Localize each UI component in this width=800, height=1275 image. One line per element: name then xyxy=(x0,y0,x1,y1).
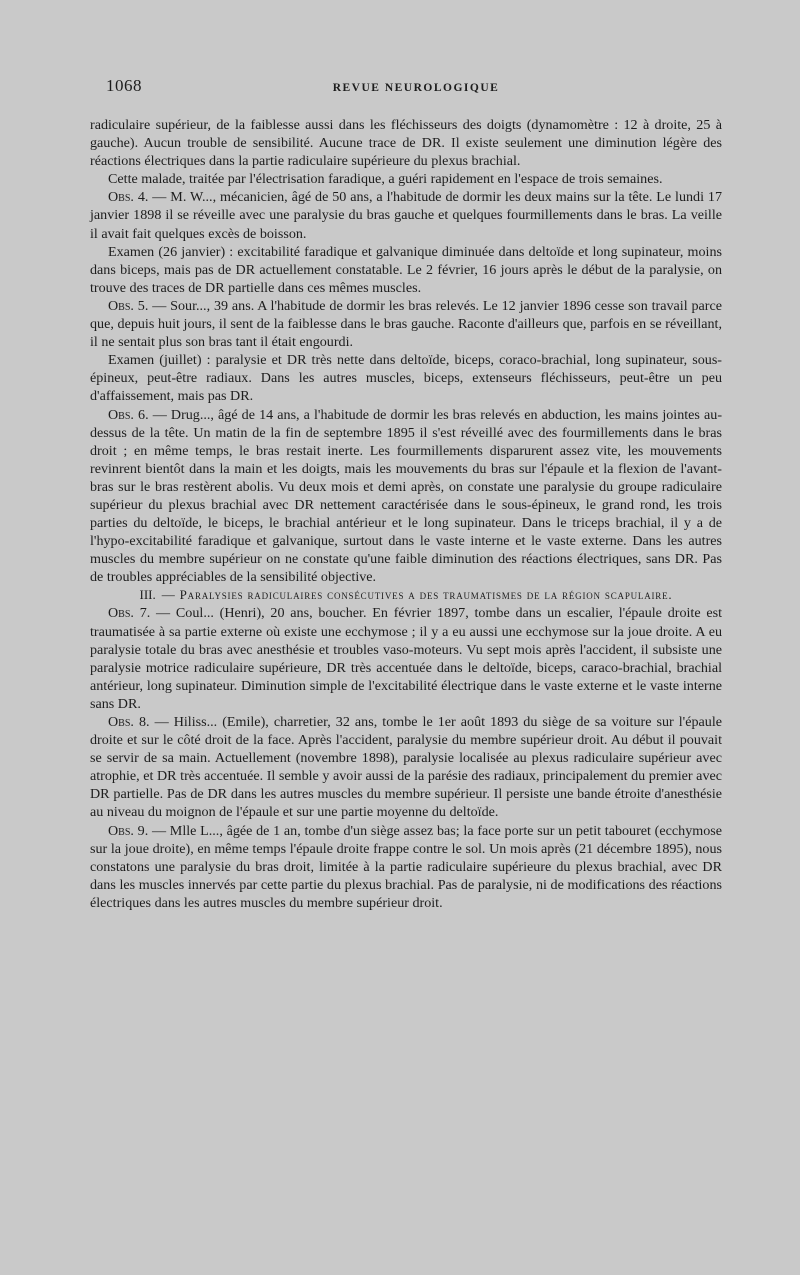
observation-label: Obs. 9. xyxy=(108,822,149,839)
observation-label: Obs. 5. xyxy=(108,297,149,314)
observation-label: Obs. 8. xyxy=(108,714,150,730)
paragraph: Examen (26 janvier) : excitabilité faradique et galvanique diminuée dans deltoïde et long supinateur, moins dans biceps, mais pas de DR actuellement constatable. Le 2 février, 16 jours après le début de la paralysie, on trouve des traces de DR partielle dans ces mêmes muscles. xyxy=(90,243,722,296)
paragraph: Examen (juillet) : paralysie et DR très nette dans deltoïde, biceps, coraco-brachial, long supinateur, sous-épineux, peut-être radiaux. Dans les autres muscles, biceps, extenseurs fléchisseurs, peut-être un peu d'affaissement, mais pas DR. xyxy=(90,352,722,405)
paragraph: Obs. 9. — Mlle L..., âgée de 1 an, tombe d'un siège assez bas; la face porte sur un petit tabouret (ecchymose sur la joue droite), en même temps l'épaule droite frappe contre le sol. Un mois après (21 décembre 1895), nous constatons une paralysie du bras droit, limitée à la partie radiculaire supérieure du plexus brachial, avec DR dans les muscles innervés par cette partie du plexus brachial. Pas de paralysie, ni de modifications des réactions électriques dans les autres muscles du membre supérieur droit. xyxy=(90,822,722,911)
observation-label: Obs. 4. xyxy=(108,189,149,206)
observation-label: Obs. 6. xyxy=(108,406,149,423)
observation-label: Obs. 7. xyxy=(108,605,151,622)
page-header xyxy=(106,76,726,100)
article-body xyxy=(90,116,722,912)
paragraph: radiculaire supérieur, de la faiblesse aussi dans les fléchisseurs des doigts (dynamomètre : 12 à droite, 25 à gauche). Aucun trouble de sensibilité. Aucune trace de DR. Il existe seulement une diminution légère des réactions électriques dans la partie radiculaire supérieure du plexus brachial. xyxy=(90,117,722,170)
section-heading: III. — Paralysies radiculaires consécutives a des traumatismes de la région scapulaire. xyxy=(139,587,673,603)
paragraph: Cette malade, traitée par l'électrisation faradique, a guéri rapidement en l'espace de trois semaines. xyxy=(108,171,663,188)
running-head: REVUE NEUROLOGIQUE xyxy=(332,82,500,94)
paragraph: Obs. 4. — M. W..., mécanicien, âgé de 50 ans, a l'habitude de dormir les deux mains sur la tête. Le lundi 17 janvier 1898 il se réveille avec une paralysie du bras gauche et quelques fourmillements dans le bras. La veille il avait fait quelques excès de boisson. xyxy=(90,189,722,242)
paragraph: Obs. 6. — Drug..., âgé de 14 ans, a l'habitude de dormir les bras relevés en abduction, les mains jointes au-dessus de la tête. Un matin de la fin de septembre 1895 il s'est réveillé avec des fourmillements dans le bras droit ; en même temps, le bras restait inerte. Les fourmillements disparurent assez vite, les mouvements revinrent bientôt dans la main et les doigts, mais les mouvements du bras sur l'épaule et la flexion de l'avant-bras sur le bras restèrent abolis. Vu deux mois et demi après, on constate une paralysie du groupe radiculaire supérieur du plexus brachial avec DR nettement caractérisée dans le sous-épineux, le grand rond, les trois parties du deltoïde, le biceps, le brachial antérieur et le long supinateur. Dans le triceps brachial, il y a de l'hypo-excitabilité faradique et galvanique, surtout dans le vaste interne et le vaste externe. Dans les autres muscles du membre supérieur on ne constate qu'une faible diminution des réactions électriques, sans DR. Pas de troubles appréciables de la sensibilité objective. xyxy=(90,406,723,586)
paragraph: Obs. 7. — Coul... (Henri), 20 ans, boucher. En février 1897, tombe dans un escalier, l'épaule droite est traumatisée à sa partie externe où existe une ecchymose ; il y a eu aussi une ecchymose sur la joue droite. A eu paralysie totale du bras avec anesthésie et troubles vaso-moteurs. Vu sept mois après l'accident, il subsiste une paralysie motrice radiculaire supérieure, DR très accentuée dans le deltoïde, biceps, caraco-brachial, brachial antérieur, long supinateur. Diminution simple de l'excitabilité électrique dans le vaste externe et le vaste interne sans DR. xyxy=(90,605,722,712)
paragraph: Obs. 8. — Hiliss... (Emile), charretier, 32 ans, tombe le 1er août 1893 du siège de sa voiture sur l'épaule droite et sur le côté droit de la face. Après l'accident, paralysie du membre supérieur droit. Au début il pouvait se servir de sa main. Actuellement (novembre 1898), paralysie localisée au plexus radiculaire supérieur avec atrophie, et DR très accentuée. Il semble y avoir aussi de la parésie des radiaux, principalement du premier avec DR partielle. Pas de DR dans les autres muscles du membre supérieur. Il persiste une bande étroite d'anesthésie au niveau du moignon de l'épaule et sur une partie moyenne du deltoïde. xyxy=(90,714,722,821)
paragraph: Obs. 5. — Sour..., 39 ans. A l'habitude de dormir les bras relevés. Le 12 janvier 1896 cesse son travail parce que, depuis huit jours, il sent de la faiblesse dans le bras gauche. Raconte d'ailleurs que, parfois en se réveillant, il ne sentait plus son bras tant il était engourdi. xyxy=(90,297,722,351)
page-number: 1068 xyxy=(106,76,142,95)
